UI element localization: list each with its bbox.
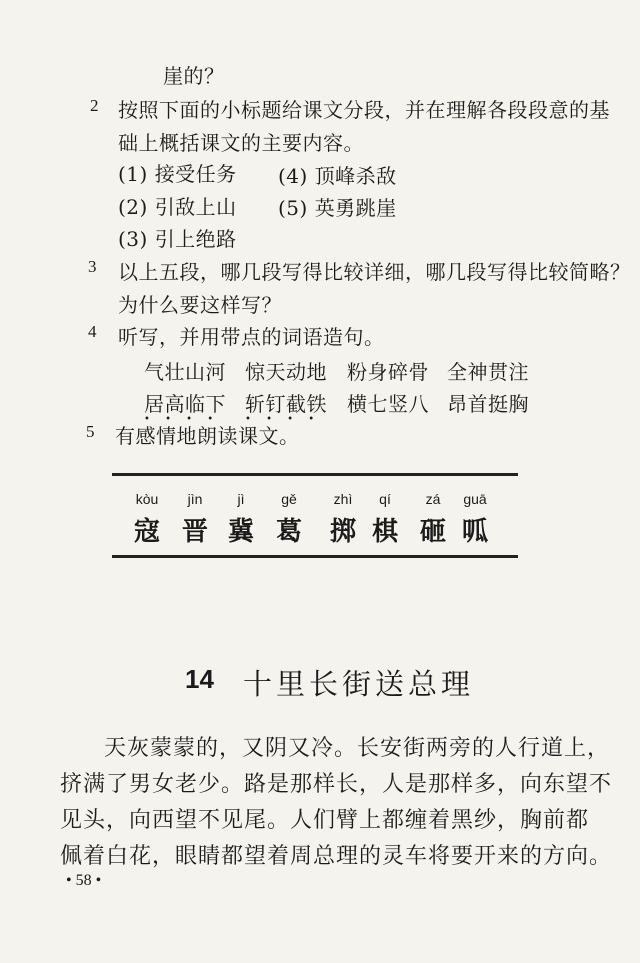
pinyin: zá [425, 491, 441, 507]
vocabulary-word-text: 居高临下 [144, 392, 226, 416]
vocabulary-word: 粉身碎骨 [347, 360, 429, 384]
vocabulary-word-dotted [245, 388, 327, 425]
exercise-3-line-2: 为什么要这样写？ [118, 293, 282, 317]
subheading-item: (5) 英勇跳崖 [278, 196, 397, 220]
exercise-continuation: 崖的？ [163, 64, 225, 88]
exercise-number-5: 5 [86, 422, 95, 441]
new-character: 掷 [329, 517, 356, 547]
exercise-5-line-1: 有感情地朗读课文。 [115, 424, 300, 448]
body-line: 挤满了男女老少。路是那样长，人是那样多，向东望不 [60, 772, 613, 797]
exercise-number-2: 2 [90, 96, 99, 115]
exercise-number-3: 3 [88, 257, 97, 276]
new-character: 砸 [419, 517, 446, 547]
body-line: 佩着白花，眼睛都望着周总理的灵车将要开来的方向。 [60, 844, 613, 869]
new-character: 葛 [275, 517, 302, 547]
new-character: 寇 [133, 517, 160, 547]
pinyin: guā [463, 491, 487, 507]
new-character: 冀 [227, 517, 254, 547]
vocabulary-word: 昂首挺胸 [447, 392, 529, 416]
subheading-item: (3) 引上绝路 [118, 227, 237, 251]
new-character: 晋 [181, 517, 208, 547]
lesson-title: 十里长街送总理 [243, 667, 475, 701]
lesson-number: 14 [185, 664, 214, 694]
body-line: 天灰蒙蒙的，又阴又冷。长安街两旁的人行道上， [104, 736, 611, 761]
emphasis-dots: • • • • [144, 414, 220, 425]
vocabulary-word: 气壮山河 [144, 360, 226, 384]
exercise-3-line-1: 以上五段，哪几段写得比较详细，哪几段写得比较简略？ [118, 260, 631, 284]
new-character: 棋 [371, 517, 398, 547]
top-rule [112, 473, 518, 476]
vocabulary-word-text: 斩钉截铁 [245, 392, 327, 416]
subheading-item: (4) 顶峰杀敌 [278, 164, 397, 188]
body-line: 见头，向西望不见尾。人们臂上都缠着黑纱，胸前都 [60, 808, 590, 833]
exercise-4-line-1: 听写，并用带点的词语造句。 [118, 325, 385, 349]
bottom-rule [112, 555, 518, 558]
new-character: 呱 [461, 517, 488, 547]
vocabulary-word-dotted [144, 388, 226, 425]
subheading-item: (1) 接受任务 [118, 162, 237, 186]
exercise-2-line-2: 础上概括课文的主要内容。 [118, 131, 364, 155]
vocabulary-word: 惊天动地 [245, 360, 327, 384]
emphasis-dots: • • • • [245, 414, 321, 425]
pinyin: kòu [135, 491, 159, 507]
pinyin: zhì [333, 491, 353, 507]
vocabulary-word: 全神贯注 [447, 360, 529, 384]
pinyin: qí [379, 491, 391, 507]
subheading-item: (2) 引敌上山 [118, 195, 237, 219]
page-number: • 58 • [66, 872, 102, 889]
vocabulary-word: 横七竖八 [347, 392, 429, 416]
pinyin: jìn [187, 491, 203, 507]
exercise-2-line-1: 按照下面的小标题给课文分段，并在理解各段段意的基 [118, 98, 610, 122]
exercise-number-4: 4 [88, 322, 97, 341]
pinyin: jì [237, 491, 245, 507]
pinyin: gě [281, 491, 297, 507]
